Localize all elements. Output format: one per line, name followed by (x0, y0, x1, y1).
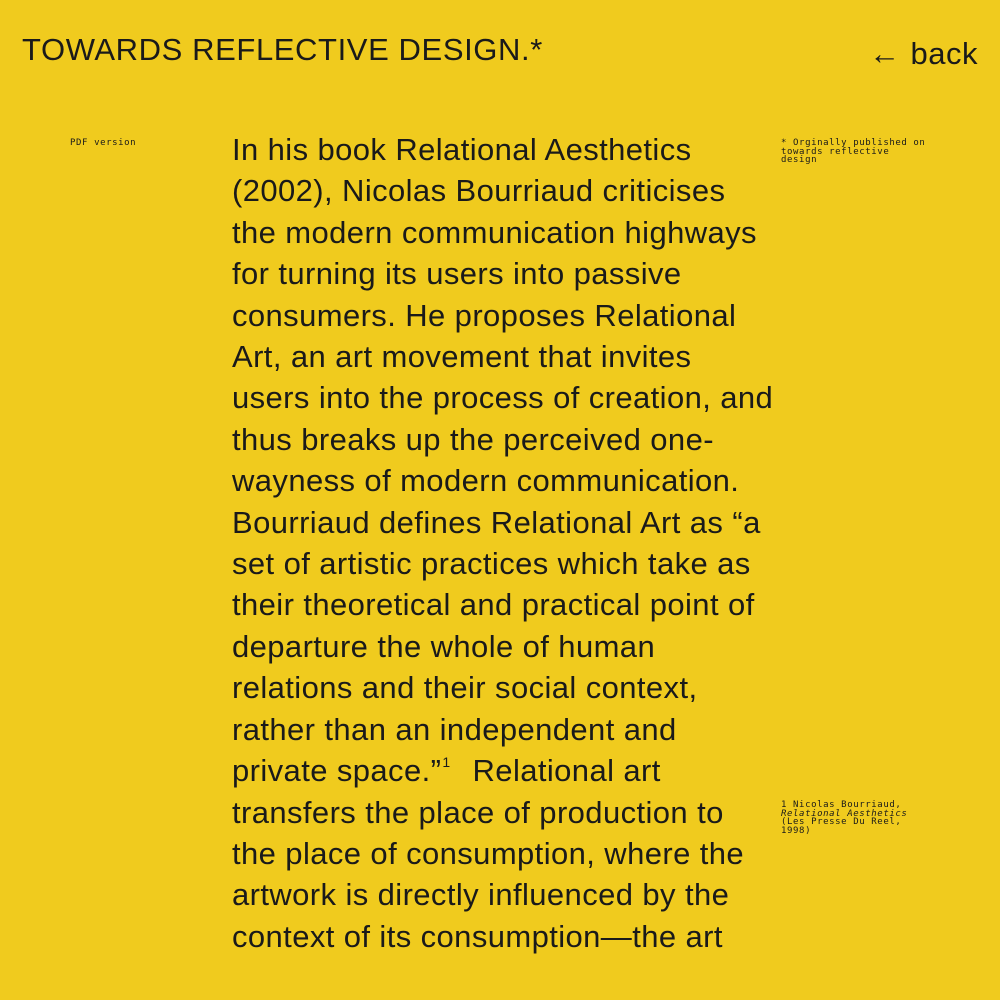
page-title: TOWARDS REFLECTIVE DESIGN.* (22, 32, 543, 67)
footnote-ref-1[interactable]: 1 (442, 754, 451, 771)
article-text-part-2: Relational art transfers the place of production to the place of consumption, where the artwork is directly influenced by the context of its consumption—the art (232, 753, 745, 954)
sidenote-footnote-1 (781, 801, 941, 835)
footnote-book-title: Relational Aesthetics (781, 808, 908, 819)
article-text-part-1: In his book Relational Aesthetics (2002), Nicolas Bourriaud criticises the modern communication highways for turning its users into passive consumers. He proposes Relational Art, an art movement that invites users into the process of creation, and thus breaks up the perceived one-wayness of modern communication. Bourriaud defines Relational Art as “a set of artistic practices which take as their theoretical and practical point of departure the whole of human relations and their social context, rather than an independent and private space.” (232, 132, 774, 789)
back-link[interactable] (869, 34, 978, 74)
footnote-author: 1 Nicolas Bourriaud, (781, 800, 902, 810)
sidenote-origin: * Orginally published on towards reflective design (781, 138, 926, 166)
left-arrow-icon: ← (869, 36, 901, 71)
article-body (232, 129, 777, 957)
pdf-version-link[interactable]: PDF version (70, 138, 137, 148)
back-link-label: back (910, 36, 978, 71)
footnote-publisher: (Les Presse Du Reel, 1998) (781, 817, 902, 836)
